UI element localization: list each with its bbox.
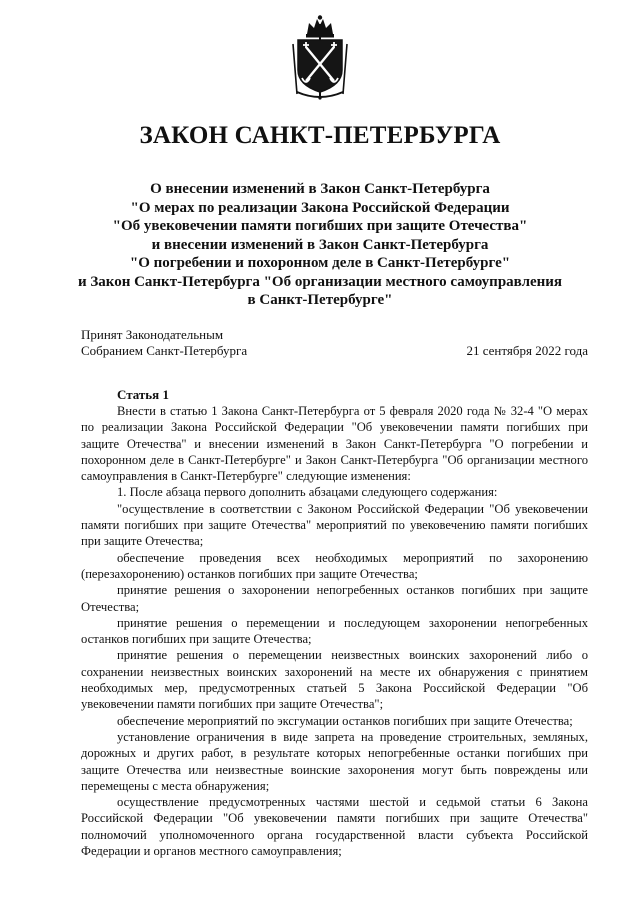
paragraph: принятие решения о перемещении и последующем захоронении непогребенных останков погибших при защите Отечества; [81,615,588,647]
adoption-date: 21 сентября 2022 года [466,343,588,358]
subtitle-line: и внесении изменений в Закон Санкт-Петербурга [151,236,489,253]
subtitle-line: в Санкт-Петербурге" [247,292,393,308]
subtitle-line: "О мерах по реализации Закона Российской Федерации [130,199,510,216]
paragraph: обеспечение проведения всех необходимых мероприятий по захоронению (перезахоронению) останков погибших при защите Отечества; [81,550,588,581]
law-subtitle [60,180,580,310]
paragraph: Внести в статью 1 Закона Санкт-Петербурга от 5 февраля 2020 года № 32-4 "О мерах по реализации Закона Российской Федерации "Об увековечении памяти погибших при защите Отечества" и внесении изменений в Закон Санкт-Петербурга "О погребении и похоронном деле в Санкт-Петербурге" и Закон Санкт-Петербурга "Об организации местного самоуправления в Санкт-Петербурге" следующие изменения: [81,404,588,484]
adopted-line: Собранием Санкт-Петербурга [81,343,248,358]
paragraph: установление ограничения в виде запрета на проведение строительных, земляных, дорожных и других работ, в результате которых непогребенные останки погибших при защите Отечества или неизвестные воинские захоронения могут быть повреждены или перемещены с места обнаружения; [81,729,588,793]
paragraph: принятие решения о перемещении неизвестных воинских захоронений либо о сохранении неизвестных воинских захоронений на месте их обнаружения с принятием необходимых мер, предусмотренных статьей 5 Закона Российской Федерации "Об увековечении памяти погибших при защите Отечества"; [81,648,588,712]
paragraph: принятие решения о захоронении непогребенных останков погибших при защите Отечества; [81,583,588,614]
subtitle-line: "Об увековечении памяти погибших при защите Отечества" [112,218,528,234]
article-body [81,403,588,859]
article-heading: Статья 1 [117,387,169,402]
law-title: ЗАКОН САНКТ-ПЕТЕРБУРГА [139,122,501,149]
paragraph: осуществление предусмотренных частями шестой и седьмой статьи 6 Закона Российской Федерации "Об увековечении памяти погибших при защите Отечества" полномочий уполномоченного органа государственной власти субъекта Российской Федерации и органов местного самоуправления; [81,795,588,859]
paragraph: 1. После абзаца первого дополнить абзацами следующего содержания: [117,485,498,500]
subtitle-line: и Закон Санкт-Петербурга "Об организации местного самоуправления [77,273,563,290]
coat-of-arms-icon [289,14,351,100]
adopted-line: Принят Законодательным [81,327,224,342]
adopted-by [81,327,247,359]
paragraph: обеспечение мероприятий по эксгумации останков погибших при защите Отечества; [117,713,573,728]
subtitle-line: О внесении изменений в Закон Санкт-Петербурга [150,181,490,197]
subtitle-line: "О погребении и похоронном деле в Санкт-Петербурге" [129,255,511,271]
paragraph: "осуществление в соответствии с Законом Российской Федерации "Об увековечении памяти погибших при защите Отечества" мероприятий по увековечению памяти погибших при защите Отечества; [81,501,588,549]
